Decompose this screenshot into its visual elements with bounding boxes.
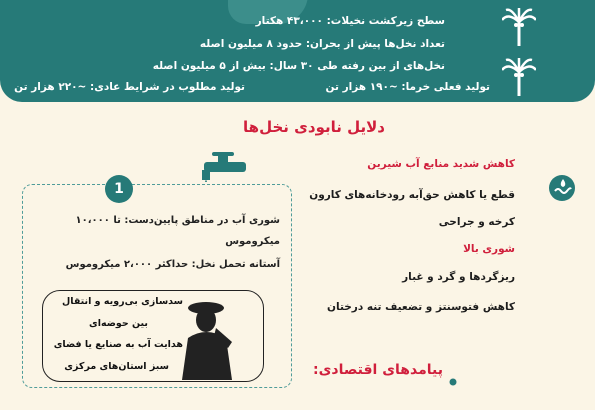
fact-area: سطح زیرکشت نخیلات: ۴۳،۰۰۰ هکتار xyxy=(255,15,445,27)
bullet-dot-icon xyxy=(449,378,457,386)
cause-item-rights: قطع یا کاهش حق‌آبه رودخانه‌های کارون xyxy=(309,189,515,201)
fact-current-production: تولید فعلی خرما: ~۱۹۰ هزار تن xyxy=(325,81,490,93)
faucet-icon xyxy=(196,152,260,182)
cause-item-water: کاهش شدید منابع آب شیرین xyxy=(367,158,515,170)
fact-lost: نخل‌های از بین رفته طی ۳۰ سال: بیش از ۵ میلیون اصله xyxy=(152,60,445,72)
solution-line-2: بین حوضه‌ای xyxy=(88,318,148,329)
palm-tree-icon xyxy=(502,8,536,46)
fact-before-crisis: تعداد نخل‌ها پیش از بحران: حدود ۸ میلیون اصله xyxy=(199,38,445,50)
card-number-badge: 1 xyxy=(105,175,133,203)
salinity-line2: میکروموس xyxy=(225,236,280,247)
solution-line-3: هدایت آب به صنایع یا فضای xyxy=(53,339,183,350)
salinity-line1: شوری آب در مناطق پایین‌دست: تا ۱۰،۰۰۰ xyxy=(75,215,280,226)
solution-line-1: سدسازی بی‌رویه و انتقال xyxy=(62,296,183,307)
palm-tree-icon xyxy=(502,58,536,96)
fact-normal-production: تولید مطلوب در شرایط عادی: ~۲۲۰ هزار تن xyxy=(14,81,245,93)
tolerance-line: آستانه تحمل نخل: حداکثر ۲،۰۰۰ میکروموس xyxy=(65,259,280,270)
cause-item-photosynthesis: کاهش فتوسنتز و تضعیف تنه درختان xyxy=(327,301,515,313)
economic-title: پیامدهای اقتصادی: xyxy=(313,362,443,378)
solution-line-4: سبز استان‌های مرکزی xyxy=(64,361,169,372)
causes-title: دلایل نابودی نخل‌ها xyxy=(243,118,385,136)
person-thinking-icon xyxy=(176,298,246,380)
water-wave-icon xyxy=(548,174,576,202)
cause-item-rivers: کرخه و جراحی xyxy=(438,216,515,228)
cause-item-salinity: شوری بالا xyxy=(463,243,515,255)
cause-item-dust: ریزگردها و گرد و غبار xyxy=(402,271,515,283)
